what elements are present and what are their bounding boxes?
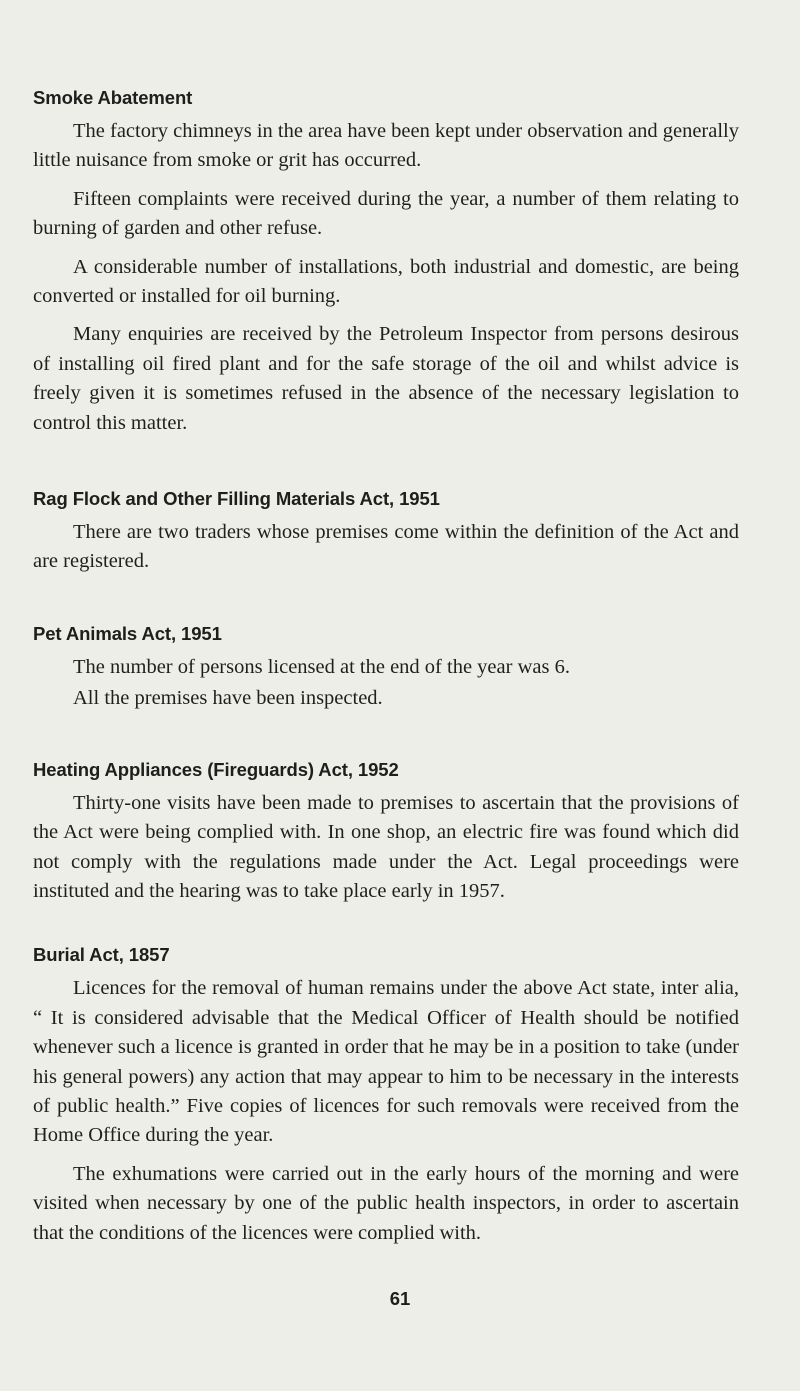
section-burial-act: [33, 943, 739, 1248]
page-number: 61: [389, 1288, 411, 1309]
paragraph: The factory chimneys in the area have been kept under observation and generally little nuisance from smoke or grit has occurred.: [33, 120, 739, 172]
paragraph: There are two traders whose premises come within the definition of the Act and are registered.: [33, 521, 739, 573]
page-body: [33, 86, 739, 1257]
paragraph: The number of persons licensed at the end of the year was 6.: [73, 655, 570, 678]
section-smoke-abatement: [33, 86, 739, 438]
section-heating-appliances-act: [33, 758, 739, 907]
section-heading: Pet Animals Act, 1951: [33, 622, 222, 644]
section-pet-animals-act: [33, 622, 739, 714]
paragraph: A considerable number of installations, both industrial and domestic, are being converted or installed for oil burning.: [33, 255, 739, 308]
section-rag-flock-act: [33, 487, 739, 577]
section-heading: Rag Flock and Other Filling Materials Act, 1951: [33, 488, 440, 510]
paragraph: Licences for the removal of human remains under the above Act state, inter alia, “ It is considered advisable that the Medical Officer of Health should be notified whenever such a licence is granted in order that he may be in a position to take (under his general powers) any action that may appear to him to be necessary in the interests of public health.” Five copies of licences for such removals were received from the Home Office during the year.: [33, 977, 739, 1147]
paragraph: Fifteen complaints were received during the year, a number of them relating to burning of garden and other refuse.: [33, 187, 739, 240]
paragraph: Many enquiries are received by the Petroleum Inspector from persons desirous of installing oil fired plant and for the safe storage of the oil and whilst advice is freely given it is sometimes refused in the absence of the necessary legislation to control this matter.: [33, 323, 739, 434]
section-heading: Smoke Abatement: [33, 87, 193, 108]
section-heading: Burial Act, 1857: [33, 944, 170, 966]
paragraph: Thirty-one visits have been made to premises to ascertain that the provisions of the Act were being complied with. In one shop, an electric fire was found which did not comply with the regulations made under the Act. Legal proceedings were instituted and the hearing was to take place early in 1957.: [33, 791, 739, 902]
section-heading: Heating Appliances (Fireguards) Act, 1952: [33, 758, 399, 780]
paragraph: The exhumations were carried out in the early hours of the morning and were visited when necessary by one of the public health inspectors, in order to ascertain that the conditions of the licences were complied with.: [33, 1162, 739, 1244]
paragraph: All the premises have been inspected.: [73, 687, 383, 710]
